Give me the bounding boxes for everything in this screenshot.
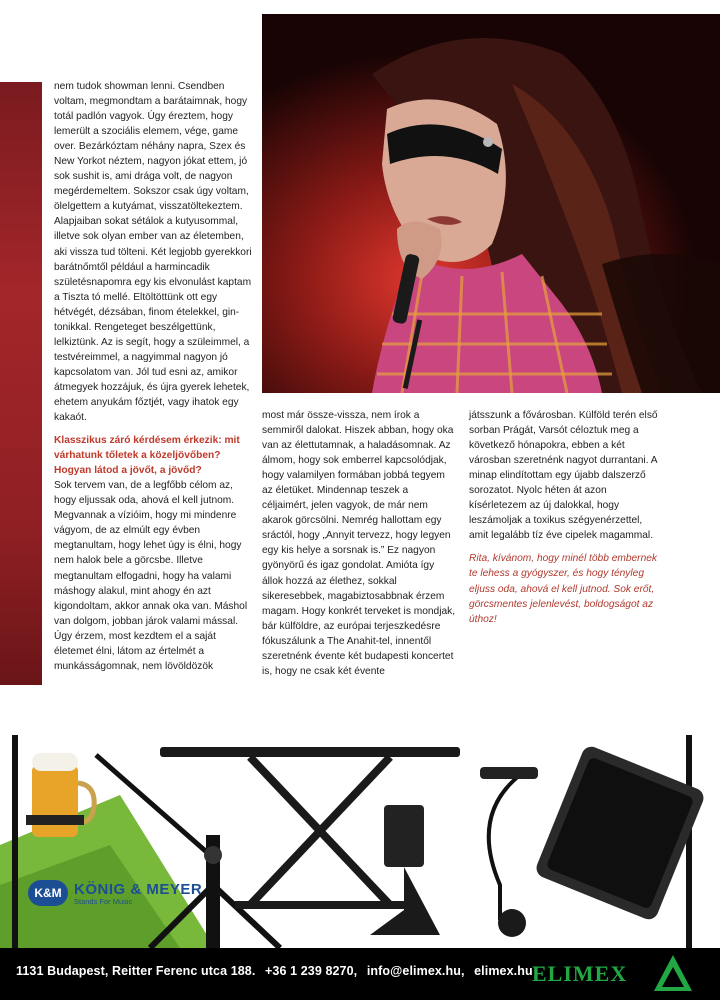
ad-contact-bar [0, 948, 720, 1000]
closing-remark: Rita, kívánom, hogy minél több embernek te lehess a gyógyszer, és hogy tényleg eljuss oda, ahová el kell jutnod. Sok erőt, görcsmentes jelenlevést, boldogságot az úthoz! [469, 553, 657, 625]
elimex-brand-text: ELIMEX [532, 961, 628, 986]
red-side-band [0, 82, 42, 685]
km-badge: K&M [28, 880, 68, 906]
km-brand-name: KÖNIG & MEYER [74, 880, 203, 898]
article-paragraph: nem tudok showman lenni. Csendben voltam, megmondtam a barátaimnak, hogy totál padlón vagyok. Úgy éreztem, hogy lemerült a szociális elemem, vége, game over. Bezárkóztam néhány napra, Szex és New Yorkot néztem, nagyon jókat ettem, jó sok sushit is, ami drága volt, de nagyon megérdemeltem. Sokszor csak úgy voltam, ölelgettem a kutyámat, visszatöltekeztem. Alapjaiban sokat sétálok a kutyusommal, illetve sok olyan ember van az életemben, aki vissza tud tölteni. Két legjobb gyerekkori barátnőmtől például a harmincadik születésnapomra egy kis elvonulást kaptam a Tiszta tó mellé. Eltöltöttünk ott egy hétvégét, dézsában, finom ételekkel, gin-tonikkal. Rengeteget beszélgettünk, lelkiztünk. Az is segít, hogy a szüleimmel, a testvéreimmel, a nagyimmal nagyon jó kapcsolatom van. Jól tud esni az, amikor átmegyek hozzájuk, és újra gyerek lehetek, ehetem anyukám főztjét, vagy ihatok egy kakaót. [54, 81, 252, 424]
elimex-logo [528, 951, 698, 995]
km-tagline: Stands For Music [74, 896, 133, 906]
advertisement [0, 735, 720, 948]
article-paragraph: játsszunk a fővárosban. Külföld terén első sorban Prágát, Varsót céloztuk meg a következő hónapokra, ebben a két városban szeretnénk nagyot durrantani. A minap elindítottam egy újabb dalszerző sorozatot. Nyolc héten át azon kísérletezem az új dalokkal, hogy leszámoljak a toxikus szégyenérzettel, amit legalább tíz éve cipelek magammal. [469, 410, 658, 542]
article-paragraph: Sok tervem van, de a legfőbb célom az, hogy eljussak oda, ahová el kell jutnom. Megvannak a vízióim, hogy mi mindenre vágyom, de az elmúlt egy évben megtanultam, hogy lehet úgy is élni, hogy nem halok bele a görcsbe. Illetve megtanultam elfogadni, hogy ha valami máshogy alakul, mint ahogy én azt kigondoltam, akkor annak oka van. Máshol van dolgom, jobban járok valami mással. Úgy érzem, most kezdtem el a saját életemet élni, látom az értelmét a munkásságomnak, nem lövöldözök [54, 480, 248, 672]
km-logo [28, 880, 202, 906]
interview-question: Klasszikus záró kérdésem érkezik: mit várhatunk tőletek a közeljövőben? Hogyan látod a jövőt, a jövőd? [54, 435, 240, 477]
triangle-logo-icon [652, 953, 694, 993]
email-link[interactable]: info@elimex.hu, [366, 964, 465, 978]
address-text: 1131 Budapest, Reitter Ferenc utca 188. [16, 964, 256, 978]
web-link[interactable]: elimex.hu [474, 964, 533, 978]
article-column-1 [54, 79, 254, 674]
article-column-3 [469, 408, 659, 627]
phone-text: +36 1 239 8270, [265, 964, 358, 978]
article-paragraph: most már össze-vissza, nem írok a semmiről dalokat. Hiszek abban, hogy oka van az élettutamnak, a haladásomnak. Az álmom, hogy sok emberrel kapcsolódjak, hogy valamilyen formában jobbá tegyem az életüket. Mindennap teszek a céljaimért, jelen vagyok, de már nem akarok görcsölni. Nemrég hallottam egy sráctól, hogy „Annyit tervezz, hogy legyen egy kis helye a sorsnak is.” Ez nagyon gyönyörű és igaz gondolat. Amióta így állok hozzá az élethez, sokkal sikeresebbek, magabiztosabbnak érzem magam. Hogy konkrét terveket is mondjak, bár külföldre, az európai terjeszkedésre fókuszálunk a The Anahit-tel, innentől szeretnénk évente két budapesti koncertet is, hogy ne csak két évente [262, 410, 456, 677]
contact-line [16, 964, 539, 978]
article-column-2 [262, 408, 456, 679]
concert-photo [262, 14, 720, 393]
